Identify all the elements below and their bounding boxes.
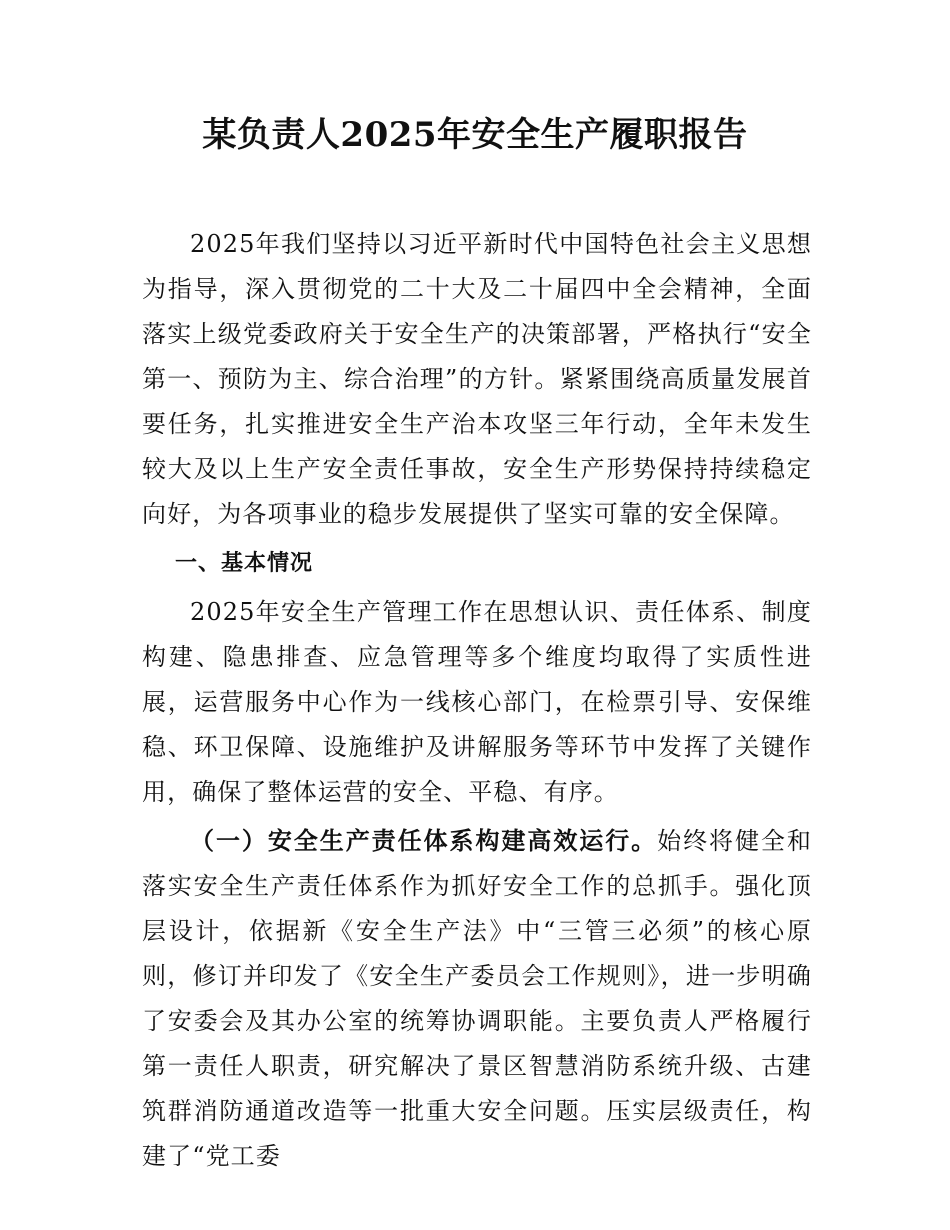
- subsection-1-paragraph: [142, 819, 812, 1179]
- subsection-1-text: 始终将健全和落实安全生产责任体系作为抓好安全工作的总抓手。强化顶层设计，依据新《安全生产法》中“三管三必须”的核心原则，修订并印发了《安全生产委员会工作规则》，进一步明确了安委会及其办公室的统筹协调职能。主要负责人严格履行第一责任人职责，研究解决了景区智慧消防系统升级、古建筑群消防通道改造等一批重大安全问题。压实层级责任，构建了“党工委: [142, 827, 812, 1170]
- document-body: [142, 222, 812, 1179]
- section-1-paragraph: 2025年安全生产管理工作在思想认识、责任体系、制度构建、隐患排查、应急管理等多个维度均取得了实质性进展，运营服务中心作为一线核心部门，在检票引导、安保维稳、环卫保障、设施维护及讲解服务等环节中发挥了关键作用，确保了整体运营的安全、平稳、有序。: [142, 598, 812, 806]
- report-title: 某负责人2025年安全生产履职报告: [202, 115, 748, 155]
- subsection-1-lead: （一）安全生产责任体系构建高效运行。: [190, 827, 658, 855]
- section-heading-basic-situation: 一、基本情况: [175, 551, 314, 576]
- intro-paragraph: 2025年我们坚持以习近平新时代中国特色社会主义思想为指导，深入贯彻党的二十大及二十届四中全会精神，全面落实上级党委政府关于安全生产的决策部署，严格执行“安全第一、预防为主、综合治理”的方针。紧紧围绕高质量发展首要任务，扎实推进安全生产治本攻坚三年行动，全年未发生较大及以上生产安全责任事故，安全生产形势保持持续稳定向好，为各项事业的稳步发展提供了坚实可靠的安全保障。: [142, 230, 812, 528]
